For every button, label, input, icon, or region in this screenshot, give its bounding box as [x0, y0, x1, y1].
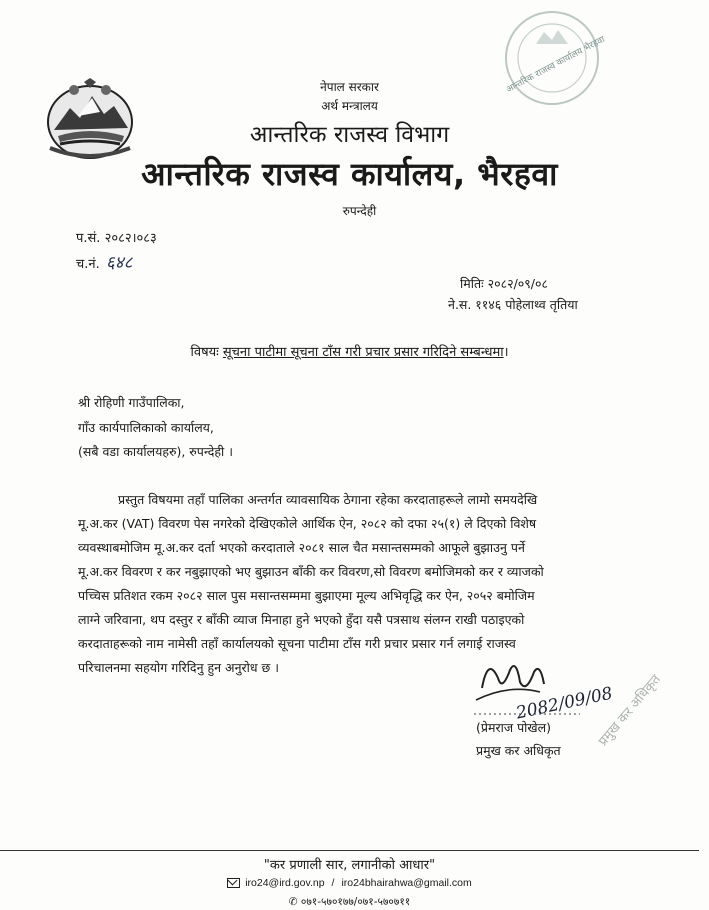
district-name: रुपन्देही: [342, 204, 377, 218]
subject-end: ।: [503, 345, 509, 360]
footer-phone: ✆ ०७१-५७०१७७/०७१-५७०७११: [288, 896, 411, 908]
reference-number: प.सं. २०८२।०८३: [76, 231, 157, 246]
body-line-5: पच्चिस प्रतिशत रकम २०८२ साल पुस मसान्तसम्ममा बुझाएमा मूल्य अभिवृद्धि कर ऐन, २०५२ बमोजिम: [78, 588, 535, 603]
signatory-name: (प्रेमराज पोखेल): [476, 720, 551, 735]
letter-date: मितिः २०८२/०९/०८: [460, 276, 548, 291]
government-name: नेपाल सरकार: [320, 80, 379, 94]
footer-divider: [0, 850, 699, 851]
signature-date: 2082/09/08: [514, 683, 615, 724]
subject-line: [0, 342, 699, 360]
signatory-title: प्रमुख कर अधिकृत: [476, 743, 561, 758]
dispatch-number: [76, 250, 132, 273]
body-line-1: प्रस्तुत विषयमा तहाँ पालिका अन्तर्गत व्यावसायिक ठेगाना रहेका करदाताहरूले लामो समयदेखि: [118, 492, 538, 507]
footer-email-1: iro24@ird.gov.np: [245, 877, 325, 889]
body-line-7: करदाताहरूको नाम नामेसी तहाँ कार्यालयको सूचना पाटीमा टाँस गरी प्रचार प्रसार गर्न लगाई राजस्व: [78, 636, 516, 651]
email-icon: [227, 878, 240, 888]
body-line-4: मू.अ.कर विवरण र कर नबुझाएको भए बुझाउन बाँकी कर विवरण,सो विवरण बमोजिमको कर र व्याजको: [78, 564, 544, 579]
body-line-3: व्यवस्थाबमोजिम मू.अ.कर दर्ता भएको करदाताले २०८१ साल चैत मसान्तसम्मको आफूले बुझाउनु पर्ने: [78, 540, 525, 555]
footer-email-2: iro24bhairahwa@gmail.com: [341, 877, 472, 889]
addressee-line-2: गाँउ कार्यपालिकाको कार्यालय,: [78, 420, 214, 435]
addressee-line-1: श्री रोहिणी गाउँपालिका,: [78, 395, 185, 410]
stamp-text: आन्तरिक राजस्व कार्यालय भैरहवा: [504, 34, 607, 96]
footer-email-separator: /: [331, 877, 335, 889]
signature-stamp: प्रमुख कर अधिकृत: [595, 672, 664, 750]
department-name: आन्तरिक राजस्व विभाग: [249, 122, 450, 148]
dispatch-label: च.नं.: [76, 257, 100, 272]
addressee-line-3: (सबै वडा कार्यालयहरु), रुपन्देही ।: [78, 444, 233, 459]
body-line-8: परिचालनमा सहयोग गरिदिनु हुन अनुरोध छ ।: [78, 660, 280, 675]
office-name: आन्तरिक राजस्व कार्यालय, भैरहवा: [141, 155, 558, 193]
dispatch-value: ६४८: [105, 253, 133, 273]
subject-text: सूचना पाटीमा सूचना टाँस गरी प्रचार प्रसार गरिदिने सम्बन्धमा: [222, 345, 504, 360]
subject-label: विषयः: [190, 345, 219, 360]
body-line-6: लाग्ने जरिवाना, थप दस्तुर र बाँकी व्याज मिनाहा हुने भएको हुँदा यसै पत्रसाथ संलग्न राखी पठाइएको: [78, 612, 525, 627]
footer-motto: "कर प्रणाली सार, लगानीको आधार": [263, 858, 436, 873]
footer-contact: [0, 877, 699, 889]
nepal-sambat-date: ने.स. ११४६ पोहेलाथ्व तृतिया: [448, 297, 578, 312]
body-line-2: मू.अ.कर (VAT) विवरण पेस नगरेको देखिएकोले आर्थिक ऐन, २०८२ को दफा २५(१) ले दिएको विशेष: [78, 516, 537, 531]
ministry-name: अर्थ मन्त्रालय: [321, 99, 378, 113]
